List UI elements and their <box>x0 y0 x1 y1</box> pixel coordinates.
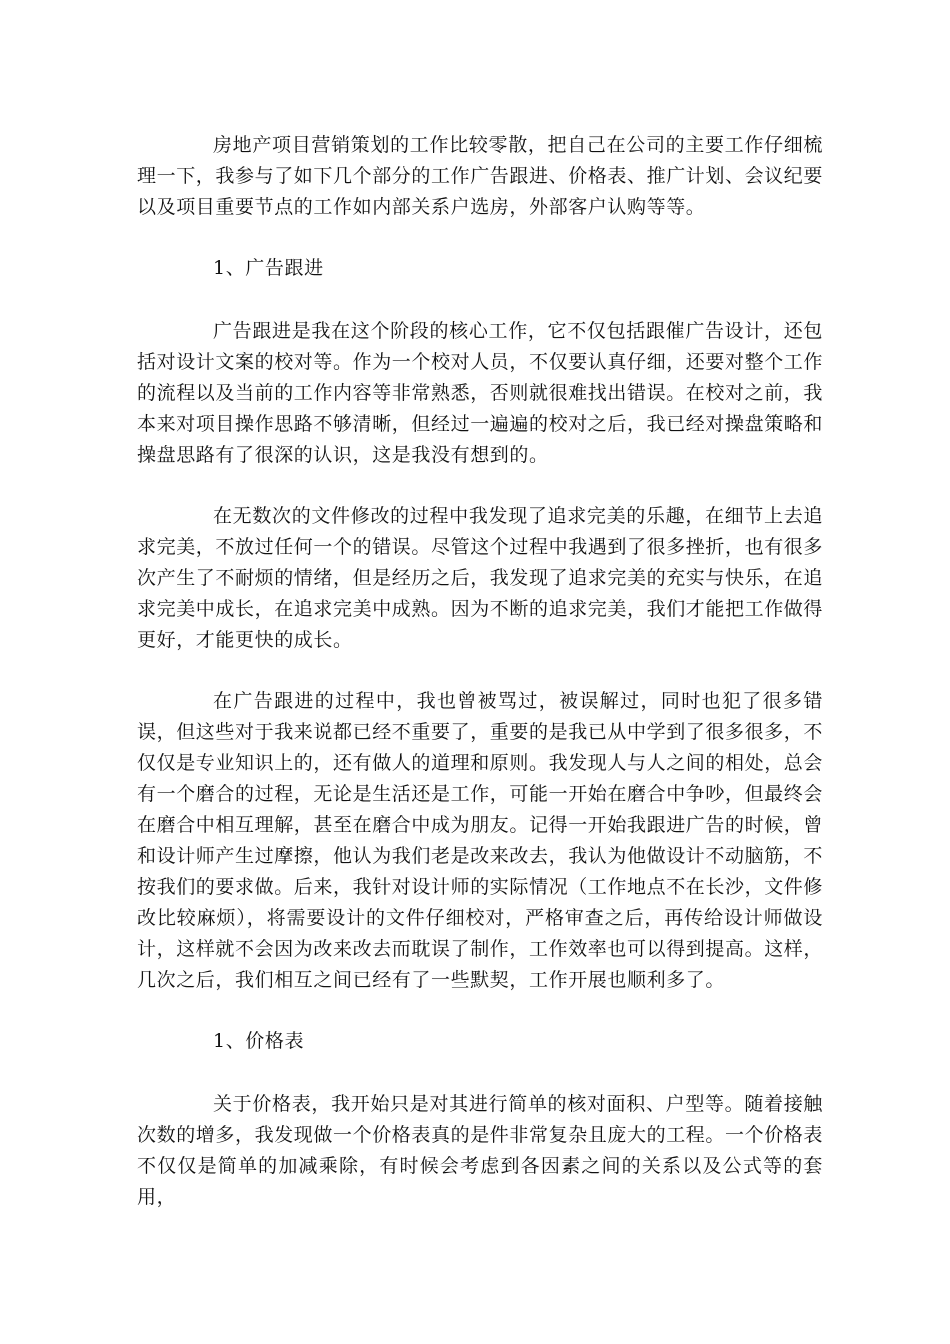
body-paragraph: 广告跟进是我在这个阶段的核心工作，它不仅包括跟催广告设计，还包括对设计文案的校对等。作为一个校对人员，不仅要认真仔细，还要对整个工作的流程以及当前的工作内容等非常熟悉，否则就很难找出错误。在校对之前，我本来对项目操作思路不够清晰，但经过一遍遍的校对之后，我已经对操盘策略和操盘思路有了很深的认识，这是我没有想到的。 <box>137 320 824 466</box>
body-paragraph: 关于价格表，我开始只是对其进行简单的核对面积、户型等。随着接触次数的增多，我发现做一个价格表真的是件非常复杂且庞大的工程。一个价格表不仅仅是简单的加减乘除，有时候会考虑到各因素之间的关系以及公式等的套用， <box>137 1093 824 1208</box>
body-paragraph: 在无数次的文件修改的过程中我发现了追求完美的乐趣，在细节上去追求完美，不放过任何一个的错误。尽管这个过程中我遇到了很多挫折，也有很多次产生了不耐烦的情绪，但是经历之后，我发现了追求完美的充实与快乐，在追求完美中成长，在追求完美中成熟。因为不断的追求完美，我们才能把工作做得更好，才能更快的成长。 <box>137 505 824 651</box>
intro-paragraph: 房地产项目营销策划的工作比较零散，把自己在公司的主要工作仔细梳理一下，我参与了如下几个部分的工作广告跟进、价格表、推广计划、会议纪要以及项目重要节点的工作如内部关系户选房，外部客户认购等等。 <box>137 134 824 218</box>
body-paragraph: 在广告跟进的过程中，我也曾被骂过，被误解过，同时也犯了很多错误，但这些对于我来说都已经不重要了，重要的是我已从中学到了很多很多，不仅仅是专业知识上的，还有做人的道理和原则。我发现人与人之间的相处，总会有一个磨合的过程，无论是生活还是工作，可能一开始在磨合中争吵，但最终会在磨合中相互理解，甚至在磨合中成为朋友。记得一开始我跟进广告的时候，曾和设计师产生过摩擦，他认为我们老是改来改去，我认为他做设计不动脑筋，不按我们的要求做。后来，我针对设计师的实际情况（工作地点不在长沙，文件修改比较麻烦），将需要设计的文件仔细校对，严格审查之后，再传给设计师做设计，这样就不会因为改来改去而耽误了制作，工作效率也可以得到提高。这样，几次之后，我们相互之间已经有了一些默契，工作开展也顺利多了。 <box>137 690 824 991</box>
document-body <box>137 130 823 1243</box>
section-heading-ad-follow-up: 1、广告跟进 <box>213 257 324 279</box>
section-heading-price-list: 1、价格表 <box>213 1030 305 1052</box>
